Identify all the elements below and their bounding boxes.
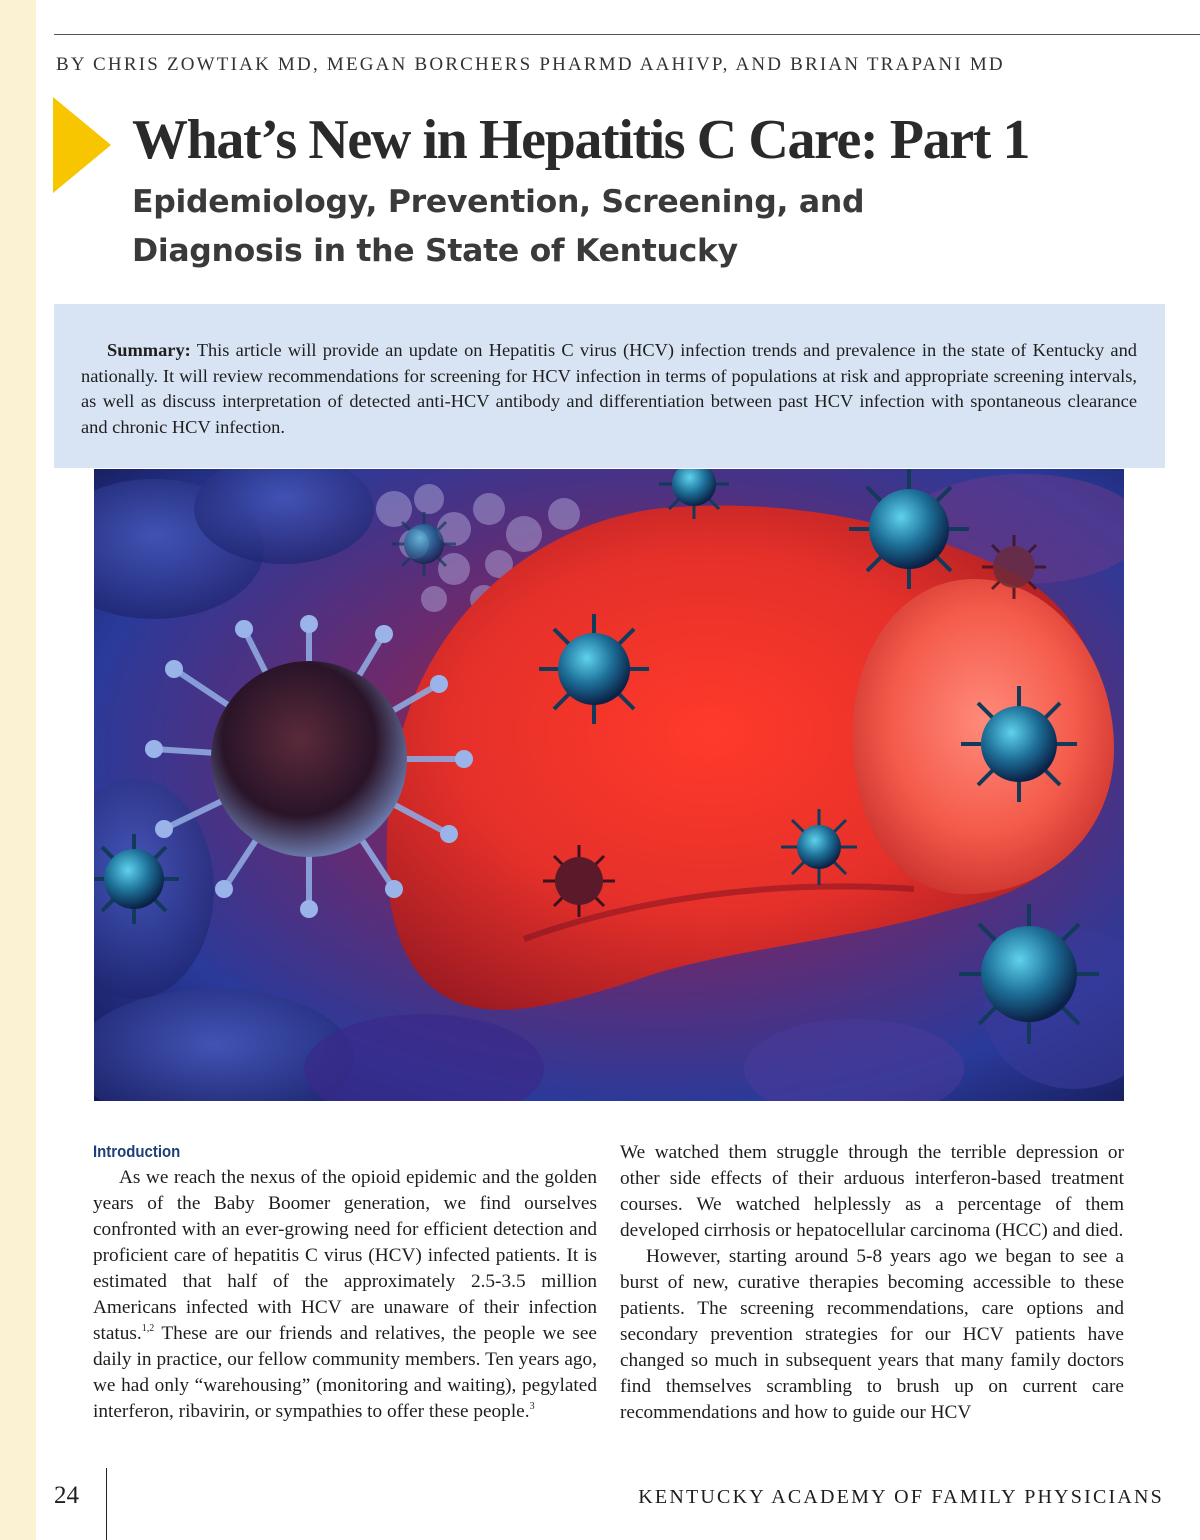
body-paragraph: However, starting around 5-8 years ago we began to see a burst of new, curative therapies becoming accessible to these patients. The screening recommendations, care options and secondary prevention strategies for our HCV patients have changed so much in subsequent years that many family doctors find themselves scrambling to brush up on current care recommendations and how to guide our HCV [620,1246,1124,1423]
citation-1-2: 1,2 [141,1323,155,1334]
summary-paragraph [81,338,1137,440]
intro-paragraph [93,1165,597,1425]
liver-virus-image [94,469,1124,1101]
article-column-left [93,1140,597,1425]
top-rule [54,34,1200,35]
page-edge-strip [0,0,36,1540]
summary-label: Summary: [107,340,191,360]
article-subtitle [132,178,864,276]
article-column-right [620,1140,1124,1426]
arrow-icon [53,97,111,193]
citation-3: 3 [529,1401,535,1412]
summary-text: This article will provide an update on Hepatitis C virus (HCV) infection trends and prevalence in the state of Kentucky and nationally. It will review recommendations for screening for HCV infection in terms of populations at risk and appropriate screening intervals, as well as discuss interpretation of detected anti-HCV antibody and differentiation between past HCV infection with spontaneous clearance and chronic HCV infection. [81,340,1137,437]
hero-illustration [94,469,1124,1101]
summary-box [54,304,1165,468]
publication-name: KENTUCKY ACADEMY OF FAMILY PHYSICIANS [638,1486,1164,1508]
article-title: What’s New in Hepatitis C Care: Part 1 [132,109,1030,171]
subtitle-line-2: Diagnosis in the State of Kentucky [132,233,738,269]
footer-divider [106,1468,107,1540]
body-paragraph-continued: We watched them struggle through the terrible depression or other side effects of their arduous interferon-based treatment courses. We watched helplessly as a percentage of them developed cirrhosis or hepatocellular carcinoma (HCC) and died. [620,1142,1124,1241]
page-number: 24 [54,1482,79,1509]
subtitle-line-1: Epidemiology, Prevention, Screening, and [132,184,865,220]
intro-text-part1: As we reach the nexus of the opioid epidemic and the golden years of the Baby Boomer generation, we find ourselves confronted with an ever-growing need for efficient detection and proficient care of hepatitis C virus (HCV) infected patients. It is estimated that half of the approximately 2.5-3.5 million Americans infected with HCV are unaware of their infection status. [93,1167,597,1344]
intro-text-part2: These are our friends and relatives, the people we see daily in practice, our fellow community members. Ten years ago, we had only “warehousing” (monitoring and waiting), pegylated interferon, ribavirin, or sympathies to offer these people. [93,1323,597,1422]
byline: BY CHRIS ZOWTIAK MD, MEGAN BORCHERS PHARMD AAHIVP, AND BRIAN TRAPANI MD [56,54,1005,75]
section-heading-introduction: Introduction [93,1142,181,1161]
